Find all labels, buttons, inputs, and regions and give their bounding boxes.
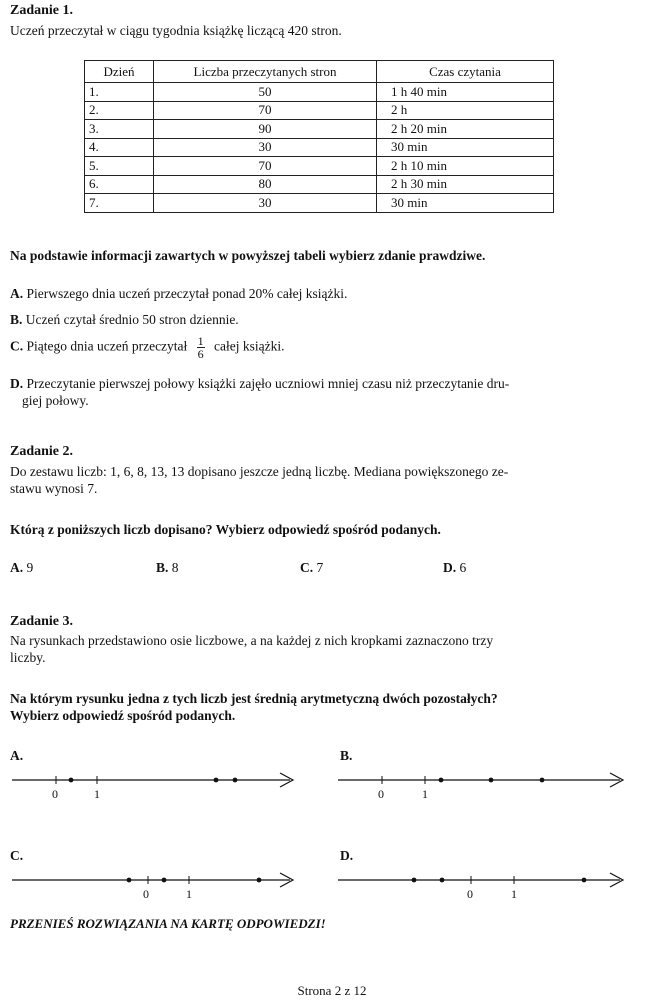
point-dot bbox=[439, 778, 444, 783]
option-text-continued: giej połowy. bbox=[22, 393, 89, 408]
table-row bbox=[85, 194, 554, 213]
figure-d-option[interactable] bbox=[340, 848, 353, 864]
answer-value: 8 bbox=[171, 560, 179, 575]
tick-label-zero: 0 bbox=[467, 887, 473, 901]
cell-day: 3. bbox=[85, 120, 154, 139]
table-row bbox=[85, 120, 554, 139]
task3-text-line1: Na rysunkach przedstawiono osie liczbowe, a na każdej z nich kropkami zaznaczono trzy bbox=[10, 633, 494, 648]
cell-day: 4. bbox=[85, 138, 154, 157]
fraction-denominator: 6 bbox=[197, 347, 204, 361]
answer-letter: C. bbox=[300, 560, 314, 575]
option-letter: A. bbox=[10, 286, 24, 301]
option-text-after: całej książki. bbox=[214, 338, 285, 354]
arrow-head-icon bbox=[610, 773, 623, 787]
page-number: Strona 2 z 12 bbox=[297, 983, 367, 998]
task1-option-b[interactable] bbox=[10, 312, 239, 328]
fraction-one-sixth bbox=[197, 335, 205, 360]
figure-label: D. bbox=[340, 848, 354, 863]
cell-day: 6. bbox=[85, 175, 154, 194]
figure-label: A. bbox=[10, 748, 24, 763]
cell-time: 2 h bbox=[377, 101, 554, 120]
option-letter: C. bbox=[10, 338, 24, 354]
table-row bbox=[85, 175, 554, 194]
cell-day: 2. bbox=[85, 101, 154, 120]
task2-text-line1: Do zestawu liczb: 1, 6, 8, 13, 13 dopisano jeszcze jedną liczbę. Mediana powiększonego ze- bbox=[10, 464, 509, 479]
task2-answer-d[interactable] bbox=[443, 560, 466, 576]
cell-pages: 70 bbox=[154, 101, 377, 120]
option-letter: B. bbox=[10, 312, 23, 327]
answer-letter: B. bbox=[156, 560, 169, 575]
task1-title: Zadanie 1. bbox=[10, 3, 74, 18]
cell-day: 7. bbox=[85, 194, 154, 213]
answer-letter: D. bbox=[443, 560, 457, 575]
arrow-head-icon bbox=[280, 773, 293, 787]
table-row bbox=[85, 138, 554, 157]
column-header-pages: Liczba przeczytanych stron bbox=[154, 61, 377, 83]
task1-option-c[interactable] bbox=[10, 335, 285, 360]
option-text: Piątego dnia uczeń przeczytał bbox=[26, 338, 188, 354]
point-dot bbox=[540, 778, 545, 783]
tick-label-one: 1 bbox=[511, 887, 517, 901]
tick-label-one: 1 bbox=[422, 787, 428, 801]
task3-question-line2: Wybierz odpowiedź spośród podanych. bbox=[10, 708, 236, 723]
tick-label-zero: 0 bbox=[52, 787, 58, 801]
task1-option-d[interactable] bbox=[10, 375, 620, 409]
tick-label-one: 1 bbox=[94, 787, 100, 801]
point-dot bbox=[69, 778, 74, 783]
tick-label-one: 1 bbox=[186, 887, 192, 901]
cell-pages: 30 bbox=[154, 138, 377, 157]
tick-label-zero: 0 bbox=[143, 887, 149, 901]
option-text: Pierwszego dnia uczeń przeczytał ponad 20% całej książki. bbox=[26, 286, 348, 301]
task3-question-line1: Na którym rysunku jedna z tych liczb jest średnią arytmetyczną dwóch pozostałych? bbox=[10, 691, 498, 706]
option-text: Uczeń czytał średnio 50 stron dziennie. bbox=[25, 312, 239, 327]
point-dot bbox=[214, 778, 219, 783]
point-dot bbox=[162, 878, 167, 883]
task2-answer-b[interactable] bbox=[156, 560, 179, 576]
transfer-answers-note: PRZENIEŚ ROZWIĄZANIA NA KARTĘ ODPOWIEDZI! bbox=[10, 916, 326, 931]
cell-time: 2 h 20 min bbox=[377, 120, 554, 139]
answer-value: 6 bbox=[459, 560, 467, 575]
task3-question bbox=[10, 690, 630, 724]
figure-label: B. bbox=[340, 748, 353, 763]
task2-answer-a[interactable] bbox=[10, 560, 33, 576]
task2-question: Którą z poniższych liczb dopisano? Wybierz odpowiedź spośród podanych. bbox=[10, 522, 441, 537]
point-dot bbox=[440, 878, 445, 883]
point-dot bbox=[127, 878, 132, 883]
point-dot bbox=[582, 878, 587, 883]
task3-text-line2: liczby. bbox=[10, 650, 46, 665]
reading-table bbox=[84, 60, 554, 213]
point-dot bbox=[489, 778, 494, 783]
option-text: Przeczytanie pierwszej połowy książki zajęło uczniowi mniej czasu niż przeczytanie dru- bbox=[26, 376, 510, 391]
cell-time: 30 min bbox=[377, 194, 554, 213]
column-header-day: Dzień bbox=[85, 61, 154, 83]
tick-label-zero: 0 bbox=[378, 787, 384, 801]
task1-option-a[interactable] bbox=[10, 286, 347, 302]
figure-label: C. bbox=[10, 848, 24, 863]
task3-title: Zadanie 3. bbox=[10, 614, 74, 629]
cell-time: 2 h 30 min bbox=[377, 175, 554, 194]
task1-question: Na podstawie informacji zawartych w powyższej tabeli wybierz zdanie prawdziwe. bbox=[10, 248, 486, 263]
arrow-head-icon bbox=[610, 873, 623, 887]
table-row bbox=[85, 101, 554, 120]
cell-time: 1 h 40 min bbox=[377, 83, 554, 102]
task2-text-line2: stawu wynosi 7. bbox=[10, 481, 98, 496]
figure-b-option[interactable] bbox=[340, 748, 352, 764]
answer-letter: A. bbox=[10, 560, 24, 575]
answer-value: 7 bbox=[316, 560, 324, 575]
point-dot bbox=[257, 878, 262, 883]
cell-pages: 80 bbox=[154, 175, 377, 194]
arrow-head-icon bbox=[280, 873, 293, 887]
task2-text bbox=[10, 463, 625, 497]
task1-intro: Uczeń przeczytał w ciągu tygodnia książkę liczącą 420 stron. bbox=[10, 23, 342, 38]
figure-c-option[interactable] bbox=[10, 848, 23, 864]
cell-pages: 70 bbox=[154, 157, 377, 176]
task2-title: Zadanie 2. bbox=[10, 444, 74, 459]
task2-answer-c[interactable] bbox=[300, 560, 323, 576]
answer-value: 9 bbox=[26, 560, 34, 575]
cell-time: 30 min bbox=[377, 138, 554, 157]
cell-pages: 30 bbox=[154, 194, 377, 213]
point-dot bbox=[233, 778, 238, 783]
figure-a-option[interactable] bbox=[10, 748, 23, 764]
option-letter: D. bbox=[10, 376, 24, 391]
cell-day: 1. bbox=[85, 83, 154, 102]
task3-text bbox=[10, 632, 625, 666]
table-header-row bbox=[85, 61, 554, 83]
cell-time: 2 h 10 min bbox=[377, 157, 554, 176]
point-dot bbox=[412, 878, 417, 883]
cell-day: 5. bbox=[85, 157, 154, 176]
table-row bbox=[85, 157, 554, 176]
table-row bbox=[85, 83, 554, 102]
fraction-numerator: 1 bbox=[197, 334, 204, 348]
cell-pages: 50 bbox=[154, 83, 377, 102]
column-header-time: Czas czytania bbox=[377, 61, 554, 83]
cell-pages: 90 bbox=[154, 120, 377, 139]
